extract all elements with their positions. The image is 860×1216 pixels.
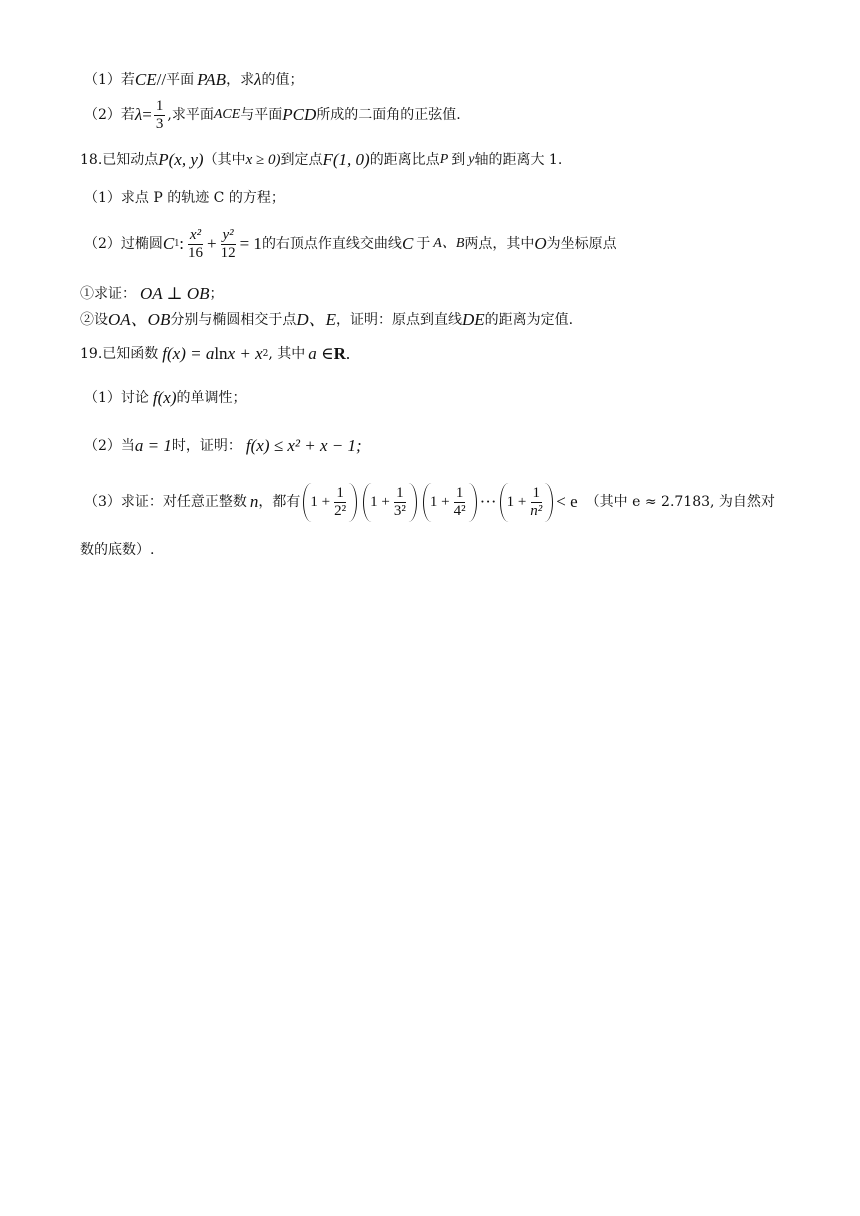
q18-part2: （2）过椭圆 C 1 : $\frac{\text{x²}}{16}$ + $\frac{\text{y²}}{12}$ = 1 的右顶点作直线交曲线 C 于 A、B 两点，其中 O 为坐标原点 <box>84 226 617 261</box>
q19-heading: 19.已知函数 f(x) = a ln x + x 2 , 其中 a ∈ R . <box>80 344 351 363</box>
q18-s2-de2: DE <box>462 310 485 329</box>
q18-p1-text: （1）求点 P 的轨迹 C 的方程； <box>84 190 285 206</box>
q18-part1 <box>84 188 285 208</box>
q19-part3 <box>84 480 775 524</box>
q18-s2-oa-ob: OA、OB <box>108 310 171 329</box>
q18-head-to2: 到 <box>451 152 466 168</box>
q17-p2-mid: ,求平面 <box>167 107 214 123</box>
q19-part3-cont <box>80 540 154 560</box>
q18-p2-end: 为坐标原点 <box>546 236 617 252</box>
q19-p1-f: f(x) <box>152 388 177 407</box>
q19-p1-end: 的单调性； <box>176 390 247 406</box>
q17-p2-end: 所成的二面角的正弦值. <box>316 107 461 123</box>
q18-p2-prefix: （2）过椭圆 <box>84 236 163 252</box>
fraction-numerator: 1 <box>396 484 404 501</box>
q19-p3-factor-n <box>500 483 554 522</box>
q17-p1-parallel: // <box>156 70 167 89</box>
q18-s1-math: OA ⊥ OB <box>140 284 210 303</box>
q18-head-point-p: P(x, y) <box>158 150 204 169</box>
fraction-numerator: 1 <box>336 484 344 501</box>
q18-s1-end: ； <box>209 286 224 302</box>
q18-head-mid: 的距离比点 <box>369 152 440 168</box>
q18-p2-mid2: 于 <box>416 236 431 252</box>
q17-p2-with: 与平面 <box>240 107 283 123</box>
q18-p2-colon: : <box>179 234 184 253</box>
q19-head-a: a ∈ <box>308 344 334 363</box>
q18-p2-c1: C <box>162 234 175 253</box>
fraction-numerator: y² <box>222 226 234 243</box>
q17-p1-lambda: λ <box>254 70 262 89</box>
q18-p2-mid3: 两点，其中 <box>464 236 535 252</box>
q18-heading <box>80 150 562 170</box>
q19-p3-n: n <box>249 492 259 511</box>
fraction-denominator: 4² <box>453 502 466 519</box>
fraction-numerator: 1 <box>532 484 541 501</box>
q18-head-y: y <box>468 152 475 167</box>
q19-p3-factor-3 <box>423 483 477 522</box>
q18-p2-o: O <box>534 234 547 253</box>
q19-p2-prefix: （2）当 <box>84 438 135 454</box>
factor-fraction <box>452 485 468 520</box>
q18-p2-fraction-x <box>186 227 205 262</box>
q17-part2 <box>84 97 461 133</box>
factor-lead: 1 + <box>506 494 527 510</box>
q18-head-end: 轴的距离大 1. <box>474 152 563 168</box>
q18-s1-prefix: ①求证： <box>80 286 136 302</box>
q19-head-prefix: 19.已知函数 <box>80 346 159 362</box>
q18-sub2 <box>80 310 573 330</box>
q18-head-point-f: F(1, 0) <box>322 150 370 169</box>
q19-head-r: R <box>333 344 346 363</box>
q18-head-to: 到定点 <box>280 152 323 168</box>
q17-p1-prefix: （1）若 <box>84 72 135 88</box>
q18-s2-end: 的距离为定值. <box>484 312 574 328</box>
q19-p3-prefix: （3）求证：对任意正整数 <box>84 494 247 510</box>
q18-p2-eq: = 1 <box>239 234 262 253</box>
fraction-numerator: 1 <box>155 97 164 114</box>
q19-head-ln: ln <box>214 344 228 363</box>
q18-sub1 <box>80 284 224 304</box>
factor-lead: 1 + <box>429 494 450 510</box>
q17-p1-plane: 平面 <box>166 72 195 88</box>
fraction-denominator: 2² <box>334 502 347 519</box>
q18-s2-de: D、E <box>296 310 336 329</box>
fraction-denominator: n² <box>530 502 543 519</box>
factor-lead: 1 + <box>370 494 390 510</box>
q19-part2 <box>84 436 362 456</box>
q19-p3-note: （其中 e ≈ 2.7183, 为自然对 <box>585 494 775 510</box>
factor-fraction <box>392 485 408 520</box>
q19-p2-mid: 时，证明： <box>171 438 242 454</box>
fraction-numerator: x² <box>189 226 202 243</box>
q19-p3-cont: 数的底数）. <box>80 542 155 558</box>
q17-p2-fraction <box>154 98 166 133</box>
fraction-denominator: 12 <box>220 244 236 261</box>
factor-fraction <box>332 485 348 520</box>
q18-s2-mid2: ，证明：原点到直线 <box>336 312 462 328</box>
q19-p3-dots: ··· <box>479 492 497 511</box>
q18-p2-plus: + <box>207 234 217 253</box>
q19-head-rest: x + x <box>227 344 263 363</box>
q17-p1-end: 的值； <box>261 72 304 88</box>
q18-head-prefix: 18.已知动点 <box>80 152 159 168</box>
q19-p2-ineq: f(x) ≤ x² + x − 1; <box>245 436 362 455</box>
fraction-denominator: 3 <box>155 115 164 132</box>
q17-p2-ace: ACE <box>213 107 241 122</box>
q17-p1-pab: PAB <box>197 70 227 89</box>
q18-p2-mid: 的右顶点作直线交曲线 <box>261 236 402 252</box>
q17-p1-ce: CE <box>134 70 157 89</box>
q18-head-p2: P <box>439 152 449 167</box>
q18-p2-fraction-y <box>219 227 238 262</box>
q18-p2-ab: A、B <box>433 236 465 251</box>
q18-s2-prefix: ②设 <box>80 312 108 328</box>
q19-p3-factor-2 <box>363 483 417 522</box>
q19-head-f: f(x) = a <box>162 344 215 363</box>
q19-p3-factor-1 <box>303 483 357 522</box>
factor-fraction <box>528 485 544 520</box>
q18-head-cond-open: （其中 <box>203 152 246 168</box>
q19-p1-prefix: （1）讨论 <box>84 390 149 406</box>
q17-p2-prefix: （2）若 <box>84 107 135 123</box>
q19-p2-a: a = 1 <box>134 436 172 455</box>
q19-part1 <box>84 388 247 408</box>
q17-p2-pcd: PCD <box>282 105 317 124</box>
q17-part1 <box>84 70 303 90</box>
q19-p3-mid: ，都有 <box>258 494 301 510</box>
q19-p3-lt: < e <box>556 492 578 511</box>
q17-p2-lambda: λ <box>134 105 143 124</box>
q17-p2-eq: = <box>142 105 152 124</box>
fraction-denominator: 16 <box>188 244 203 261</box>
factor-lead: 1 + <box>310 494 331 510</box>
q19-head-end: . <box>345 344 351 363</box>
fraction-numerator: 1 <box>455 484 464 501</box>
q18-p2-c: C <box>401 234 414 253</box>
q18-s2-mid: 分别与椭圆相交于点 <box>170 312 297 328</box>
q19-head-mid: , 其中 <box>268 346 306 362</box>
q18-head-cond: x ≥ 0) <box>245 152 281 168</box>
q17-p1-mid: ，求 <box>226 72 255 88</box>
fraction-denominator: 3² <box>393 502 406 519</box>
